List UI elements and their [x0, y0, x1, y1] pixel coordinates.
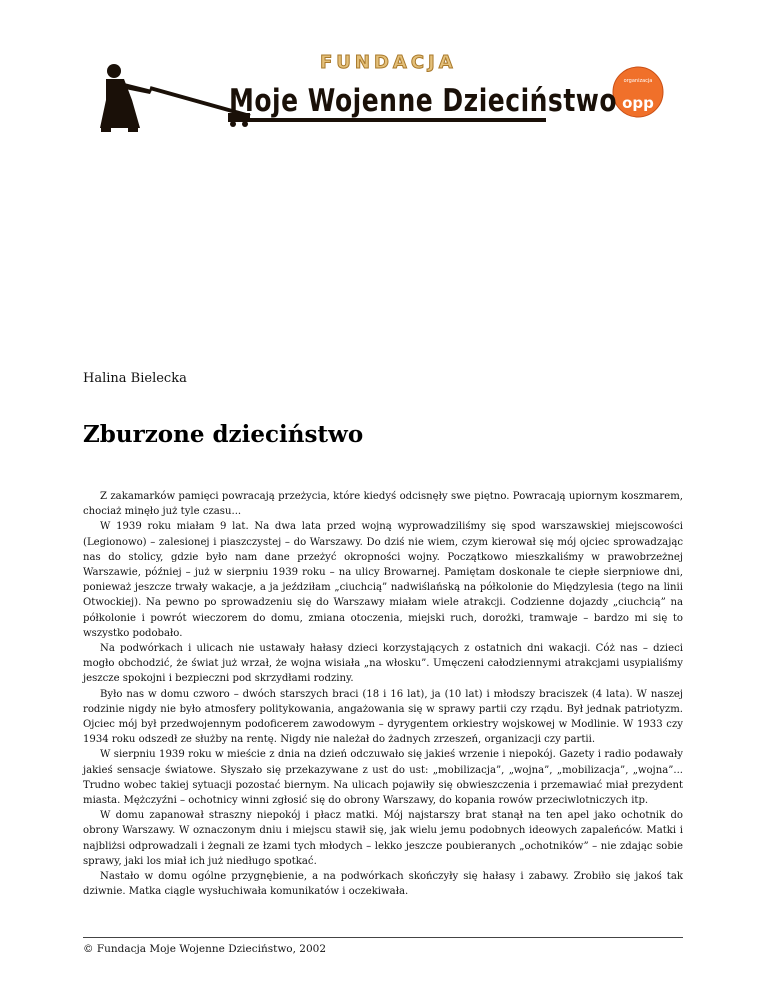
author-name: Halina Bielecka	[83, 371, 187, 386]
logo-org-top: FUNDACJA	[320, 52, 457, 73]
paragraph: Na podwórkach i ulicach nie ustawały hałasy dzieci korzystających z ostatnich dni wakacji. Cóż nas – dzieci mogło obchodzić, że świat już wrzał, że wojna wisiała „na włosku”. Umęczeni całodziennymi atrakcjami usypialiśmy jeszcze spokojni i bezpieczni pod skrzydłami rodziny.	[83, 643, 683, 685]
paragraph: W sierpniu 1939 roku w mieście z dnia na dzień odczuwało się jakieś wrzenie i niepokój. Gazety i radio podawały jakieś sensacje światowe. Słyszało się przekazywane z ust do ust: „mobilizacja”, „wojna”, „mobilizacja”, „wojna”... Trudno wobec takiej sytuacji pozostać biernym. Na ulicach pojawiły się obwieszczenia i przemawiać miał prezydent miasta. Mężczyźni – ochotnicy winni zgłosić się do obrony Warszawy, do kopania rowów przeciwlotniczych itp.	[83, 749, 683, 807]
paragraph: Z zakamarków pamięci powracają przeżycia, które kiedyś odcisnęły swe piętno. Powracają upiornym koszmarem, chociaż minęło już tyle czasu...	[83, 491, 683, 518]
opp-badge-label: opp	[622, 94, 654, 112]
opp-badge-caption: organizacja	[623, 78, 653, 84]
opp-badge	[613, 67, 663, 117]
paragraph: W 1939 roku miałam 9 lat. Na dwa lata przed wojną wyprowadziliśmy się spod warszawskiej miejscowości (Legionowo) – zalesionej i piaszczystej – do Warszawy. Do dziś nie wiem, czym kierował się mój ojciec sprowadzając nas do stolicy, gdzie było nam dane przeżyć okropności wojny. Początkowo mieszkaliśmy w prawobrzeżnej Warszawie, później – już w sierpniu 1939 roku – na ulicy Browarnej. Pamiętam doskonale te ciepłe sierpniowe dni, ponieważ jeszcze trwały wakacje, a ja jeździłam „ciuchcią” nadwiślańską na półkolonie do Międzylesia (tego na linii Otwockiej). Na pewno po sprowadzeniu się do Warszawy miałam wiele atrakcji. Codzienne dojazdy „ciuchcią” na półkolonie i powrót wieczorem do domu, zmiana otoczenia, miejski ruch, dorożki, tramwaje – bardzo mi się to wszystko podobało.	[83, 521, 683, 639]
article-body	[83, 489, 683, 899]
paragraph: W domu zapanował straszny niepokój i płacz matki. Mój najstarszy brat stanął na ten apel jako ochotnik do obrony Warszawy. W oznaczonym dniu i miejscu stawił się, jak wielu jemu podobnych ideowych zapaleńców. Matki i najbliżsi odprowadzali i żegnali ze łzami tych młodych – lekko jeszcze poubieranych „ochotników” – nie zdając sobie sprawy, jaki los miał ich już niedługo spotkać.	[83, 810, 683, 867]
paragraph: Było nas w domu czworo – dwóch starszych braci (18 i 16 lat), ja (10 lat) i młodszy braciszek (4 lata). W naszej rodzinie nigdy nie było atmosfery politykowania, angażowania się w sprawy partii czy rządu. Był jednak patriotyzm. Ojciec mój był przedwojennym podoficerem zawodowym – dyrygentem orkiestry wojskowej w Modlinie. W 1933 czy 1934 roku odszedł ze służby na rentę. Nigdy nie należał do żadnych zrzeszeń, organizacji czy partii.	[83, 688, 683, 746]
article-title: Zburzone dzieciństwo	[83, 421, 364, 448]
paragraph: Nastało w domu ogólne przygnębienie, a na podwórkach skończyły się hałasy i zabawy. Zrobiło się jakoś tak dziwnie. Matka ciągle wysłuchiwała komunikatów i oczekiwała.	[83, 871, 683, 898]
header	[0, 0, 768, 150]
footer-divider	[83, 937, 683, 938]
footer-copyright: © Fundacja Moje Wojenne Dzieciństwo, 2002	[83, 943, 327, 955]
logo-org-name: Moje Wojenne Dzieciństwo	[229, 82, 618, 119]
